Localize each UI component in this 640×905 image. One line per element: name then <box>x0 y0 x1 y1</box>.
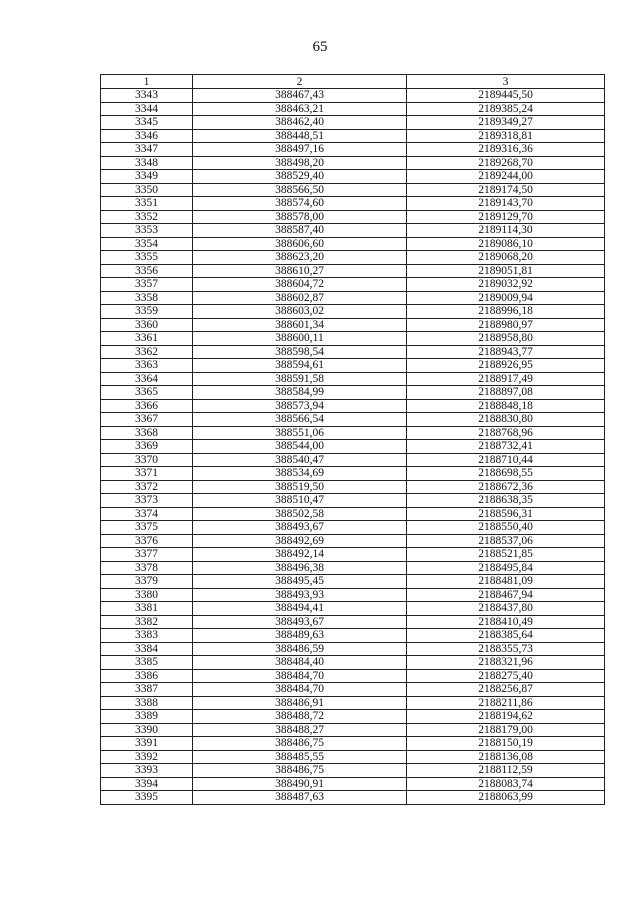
y-coordinate-cell: 2189268,70 <box>407 156 605 170</box>
point-number-cell: 3352 <box>101 210 193 224</box>
x-coordinate-cell: 388534,69 <box>193 467 407 481</box>
y-coordinate-cell: 2188521,85 <box>407 548 605 562</box>
point-number-cell: 3374 <box>101 507 193 521</box>
y-coordinate-cell: 2189385,24 <box>407 102 605 116</box>
point-number-cell: 3364 <box>101 372 193 386</box>
table-row <box>101 723 605 737</box>
point-number-cell: 3350 <box>101 183 193 197</box>
x-coordinate-cell: 388484,70 <box>193 683 407 697</box>
point-number-cell: 3345 <box>101 116 193 130</box>
column-header-1: 1 <box>101 75 193 89</box>
x-coordinate-cell: 388486,75 <box>193 737 407 751</box>
point-number-cell: 3387 <box>101 683 193 697</box>
point-number-cell: 3390 <box>101 723 193 737</box>
y-coordinate-cell: 2188495,84 <box>407 561 605 575</box>
table-row <box>101 264 605 278</box>
x-coordinate-cell: 388486,59 <box>193 642 407 656</box>
table-row <box>101 399 605 413</box>
y-coordinate-cell: 2188481,09 <box>407 575 605 589</box>
point-number-cell: 3381 <box>101 602 193 616</box>
x-coordinate-cell: 388492,69 <box>193 534 407 548</box>
point-number-cell: 3376 <box>101 534 193 548</box>
x-coordinate-cell: 388498,20 <box>193 156 407 170</box>
x-coordinate-cell: 388606,60 <box>193 237 407 251</box>
header-row <box>101 75 605 89</box>
y-coordinate-cell: 2189114,30 <box>407 224 605 238</box>
x-coordinate-cell: 388467,43 <box>193 89 407 103</box>
x-coordinate-cell: 388495,45 <box>193 575 407 589</box>
table-row <box>101 588 605 602</box>
y-coordinate-cell: 2188437,80 <box>407 602 605 616</box>
table-row <box>101 210 605 224</box>
table-row <box>101 224 605 238</box>
y-coordinate-cell: 2188355,73 <box>407 642 605 656</box>
y-coordinate-cell: 2189318,81 <box>407 129 605 143</box>
point-number-cell: 3344 <box>101 102 193 116</box>
point-number-cell: 3382 <box>101 615 193 629</box>
point-number-cell: 3375 <box>101 521 193 535</box>
x-coordinate-cell: 388489,63 <box>193 629 407 643</box>
point-number-cell: 3348 <box>101 156 193 170</box>
y-coordinate-cell: 2189143,70 <box>407 197 605 211</box>
table-row <box>101 453 605 467</box>
y-coordinate-cell: 2188179,00 <box>407 723 605 737</box>
x-coordinate-cell: 388494,41 <box>193 602 407 616</box>
table-row <box>101 750 605 764</box>
table-row <box>101 615 605 629</box>
y-coordinate-cell: 2188672,36 <box>407 480 605 494</box>
table-body <box>101 89 605 805</box>
x-coordinate-cell: 388551,06 <box>193 426 407 440</box>
point-number-cell: 3372 <box>101 480 193 494</box>
y-coordinate-cell: 2188638,35 <box>407 494 605 508</box>
table-row <box>101 251 605 265</box>
table-row <box>101 683 605 697</box>
point-number-cell: 3354 <box>101 237 193 251</box>
table-row <box>101 548 605 562</box>
table-row <box>101 237 605 251</box>
point-number-cell: 3389 <box>101 710 193 724</box>
y-coordinate-cell: 2188996,18 <box>407 305 605 319</box>
y-coordinate-cell: 2189316,36 <box>407 143 605 157</box>
y-coordinate-cell: 2188848,18 <box>407 399 605 413</box>
column-header-3: 3 <box>407 75 605 89</box>
table-row <box>101 480 605 494</box>
point-number-cell: 3373 <box>101 494 193 508</box>
table-row <box>101 116 605 130</box>
y-coordinate-cell: 2188550,40 <box>407 521 605 535</box>
x-coordinate-cell: 388601,34 <box>193 318 407 332</box>
x-coordinate-cell: 388448,51 <box>193 129 407 143</box>
table-row <box>101 129 605 143</box>
point-number-cell: 3378 <box>101 561 193 575</box>
table-row <box>101 197 605 211</box>
point-number-cell: 3349 <box>101 170 193 184</box>
x-coordinate-cell: 388604,72 <box>193 278 407 292</box>
point-number-cell: 3385 <box>101 656 193 670</box>
x-coordinate-cell: 388594,61 <box>193 359 407 373</box>
y-coordinate-cell: 2188768,96 <box>407 426 605 440</box>
table-row <box>101 102 605 116</box>
point-number-cell: 3377 <box>101 548 193 562</box>
x-coordinate-cell: 388462,40 <box>193 116 407 130</box>
y-coordinate-cell: 2188958,80 <box>407 332 605 346</box>
table-row <box>101 426 605 440</box>
point-number-cell: 3346 <box>101 129 193 143</box>
y-coordinate-cell: 2189086,10 <box>407 237 605 251</box>
y-coordinate-cell: 2188083,74 <box>407 777 605 791</box>
point-number-cell: 3353 <box>101 224 193 238</box>
y-coordinate-cell: 2188211,86 <box>407 696 605 710</box>
x-coordinate-cell: 388502,58 <box>193 507 407 521</box>
y-coordinate-cell: 2188698,55 <box>407 467 605 481</box>
y-coordinate-cell: 2189244,00 <box>407 170 605 184</box>
y-coordinate-cell: 2188980,97 <box>407 318 605 332</box>
coordinates-table <box>100 74 605 805</box>
table-row <box>101 386 605 400</box>
table-row <box>101 791 605 805</box>
point-number-cell: 3386 <box>101 669 193 683</box>
x-coordinate-cell: 388490,91 <box>193 777 407 791</box>
x-coordinate-cell: 388623,20 <box>193 251 407 265</box>
table-row <box>101 507 605 521</box>
x-coordinate-cell: 388496,38 <box>193 561 407 575</box>
x-coordinate-cell: 388510,47 <box>193 494 407 508</box>
point-number-cell: 3367 <box>101 413 193 427</box>
table-row <box>101 332 605 346</box>
table-row <box>101 89 605 103</box>
table-row <box>101 440 605 454</box>
point-number-cell: 3347 <box>101 143 193 157</box>
y-coordinate-cell: 2188321,96 <box>407 656 605 670</box>
table-row <box>101 359 605 373</box>
x-coordinate-cell: 388603,02 <box>193 305 407 319</box>
y-coordinate-cell: 2189349,27 <box>407 116 605 130</box>
x-coordinate-cell: 388488,27 <box>193 723 407 737</box>
point-number-cell: 3393 <box>101 764 193 778</box>
table-row <box>101 602 605 616</box>
table-row <box>101 413 605 427</box>
y-coordinate-cell: 2188897,08 <box>407 386 605 400</box>
table-row <box>101 143 605 157</box>
y-coordinate-cell: 2188926,95 <box>407 359 605 373</box>
table-row <box>101 575 605 589</box>
x-coordinate-cell: 388493,67 <box>193 615 407 629</box>
point-number-cell: 3371 <box>101 467 193 481</box>
point-number-cell: 3380 <box>101 588 193 602</box>
y-coordinate-cell: 2188596,31 <box>407 507 605 521</box>
x-coordinate-cell: 388493,93 <box>193 588 407 602</box>
point-number-cell: 3384 <box>101 642 193 656</box>
x-coordinate-cell: 388587,40 <box>193 224 407 238</box>
point-number-cell: 3362 <box>101 345 193 359</box>
page-number: 65 <box>312 39 328 55</box>
y-coordinate-cell: 2189068,20 <box>407 251 605 265</box>
y-coordinate-cell: 2188830,80 <box>407 413 605 427</box>
table-row <box>101 305 605 319</box>
y-coordinate-cell: 2189032,92 <box>407 278 605 292</box>
table-row <box>101 278 605 292</box>
point-number-cell: 3358 <box>101 291 193 305</box>
x-coordinate-cell: 388484,70 <box>193 669 407 683</box>
table-row <box>101 710 605 724</box>
x-coordinate-cell: 388486,75 <box>193 764 407 778</box>
x-coordinate-cell: 388598,54 <box>193 345 407 359</box>
point-number-cell: 3379 <box>101 575 193 589</box>
table-row <box>101 737 605 751</box>
y-coordinate-cell: 2189445,50 <box>407 89 605 103</box>
y-coordinate-cell: 2188150,19 <box>407 737 605 751</box>
x-coordinate-cell: 388573,94 <box>193 399 407 413</box>
y-coordinate-cell: 2188385,64 <box>407 629 605 643</box>
table-row <box>101 656 605 670</box>
table-row <box>101 764 605 778</box>
x-coordinate-cell: 388566,54 <box>193 413 407 427</box>
x-coordinate-cell: 388485,55 <box>193 750 407 764</box>
table-row <box>101 467 605 481</box>
table-row <box>101 318 605 332</box>
x-coordinate-cell: 388488,72 <box>193 710 407 724</box>
x-coordinate-cell: 388497,16 <box>193 143 407 157</box>
point-number-cell: 3391 <box>101 737 193 751</box>
point-number-cell: 3369 <box>101 440 193 454</box>
x-coordinate-cell: 388566,50 <box>193 183 407 197</box>
x-coordinate-cell: 388578,00 <box>193 210 407 224</box>
x-coordinate-cell: 388574,60 <box>193 197 407 211</box>
table-row <box>101 494 605 508</box>
table-row <box>101 696 605 710</box>
y-coordinate-cell: 2188063,99 <box>407 791 605 805</box>
y-coordinate-cell: 2188410,49 <box>407 615 605 629</box>
y-coordinate-cell: 2188256,87 <box>407 683 605 697</box>
y-coordinate-cell: 2189009,94 <box>407 291 605 305</box>
y-coordinate-cell: 2188537,06 <box>407 534 605 548</box>
table-row <box>101 777 605 791</box>
table-row <box>101 345 605 359</box>
table-row <box>101 669 605 683</box>
point-number-cell: 3383 <box>101 629 193 643</box>
x-coordinate-cell: 388602,87 <box>193 291 407 305</box>
x-coordinate-cell: 388591,58 <box>193 372 407 386</box>
x-coordinate-cell: 388463,21 <box>193 102 407 116</box>
x-coordinate-cell: 388487,63 <box>193 791 407 805</box>
table-row <box>101 170 605 184</box>
y-coordinate-cell: 2188467,94 <box>407 588 605 602</box>
x-coordinate-cell: 388610,27 <box>193 264 407 278</box>
point-number-cell: 3361 <box>101 332 193 346</box>
table-row <box>101 561 605 575</box>
point-number-cell: 3366 <box>101 399 193 413</box>
y-coordinate-cell: 2188917,49 <box>407 372 605 386</box>
table-header <box>101 75 605 89</box>
point-number-cell: 3365 <box>101 386 193 400</box>
point-number-cell: 3395 <box>101 791 193 805</box>
y-coordinate-cell: 2188943,77 <box>407 345 605 359</box>
table-row <box>101 534 605 548</box>
x-coordinate-cell: 388600,11 <box>193 332 407 346</box>
x-coordinate-cell: 388492,14 <box>193 548 407 562</box>
x-coordinate-cell: 388486,91 <box>193 696 407 710</box>
table-row <box>101 183 605 197</box>
y-coordinate-cell: 2188194,62 <box>407 710 605 724</box>
y-coordinate-cell: 2189174,50 <box>407 183 605 197</box>
point-number-cell: 3368 <box>101 426 193 440</box>
y-coordinate-cell: 2189129,70 <box>407 210 605 224</box>
table-row <box>101 291 605 305</box>
point-number-cell: 3343 <box>101 89 193 103</box>
point-number-cell: 3356 <box>101 264 193 278</box>
point-number-cell: 3370 <box>101 453 193 467</box>
x-coordinate-cell: 388529,40 <box>193 170 407 184</box>
y-coordinate-cell: 2188710,44 <box>407 453 605 467</box>
point-number-cell: 3355 <box>101 251 193 265</box>
x-coordinate-cell: 388519,50 <box>193 480 407 494</box>
table-row <box>101 156 605 170</box>
y-coordinate-cell: 2188732,41 <box>407 440 605 454</box>
x-coordinate-cell: 388584,99 <box>193 386 407 400</box>
y-coordinate-cell: 2189051,81 <box>407 264 605 278</box>
point-number-cell: 3359 <box>101 305 193 319</box>
table-row <box>101 372 605 386</box>
point-number-cell: 3357 <box>101 278 193 292</box>
y-coordinate-cell: 2188112,59 <box>407 764 605 778</box>
point-number-cell: 3363 <box>101 359 193 373</box>
x-coordinate-cell: 388540,47 <box>193 453 407 467</box>
point-number-cell: 3360 <box>101 318 193 332</box>
table-row <box>101 642 605 656</box>
column-header-2: 2 <box>193 75 407 89</box>
x-coordinate-cell: 388544,00 <box>193 440 407 454</box>
y-coordinate-cell: 2188275,40 <box>407 669 605 683</box>
x-coordinate-cell: 388484,40 <box>193 656 407 670</box>
point-number-cell: 3392 <box>101 750 193 764</box>
table-row <box>101 521 605 535</box>
y-coordinate-cell: 2188136,08 <box>407 750 605 764</box>
table-row <box>101 629 605 643</box>
point-number-cell: 3351 <box>101 197 193 211</box>
point-number-cell: 3394 <box>101 777 193 791</box>
x-coordinate-cell: 388493,67 <box>193 521 407 535</box>
point-number-cell: 3388 <box>101 696 193 710</box>
